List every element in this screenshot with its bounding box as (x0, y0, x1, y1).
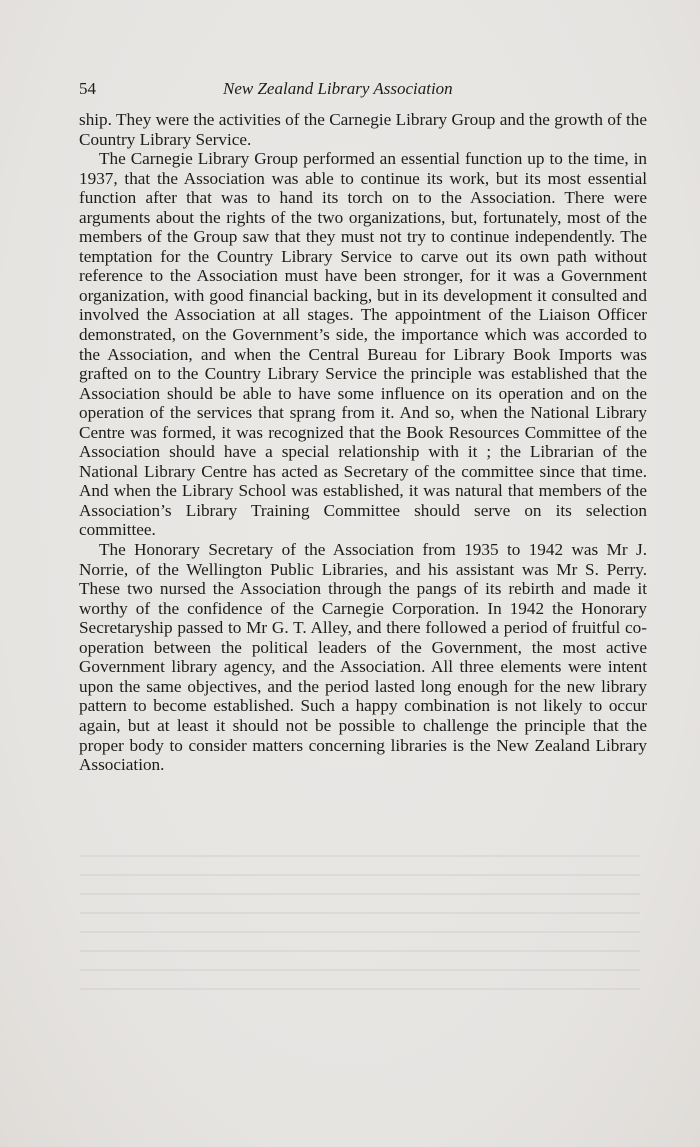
paragraph-honorary-secretary: The Honorary Secretary of the Association from 1935 to 1942 was Mr J. Norrie, of the Wellington Public Libraries, and his assistant was Mr S. Perry. These two nursed the Association through the pangs of its rebirth and made it worthy of the confidence of the Carnegie Corporation. In 1942 the Honorary Secretaryship passed to Mr G. T. Alley, and there followed a period of fruitful co-operation between the political leaders of the Government, the most active Government library agency, and the Association. All three elements were intent upon the same objectives, and the period lasted long enough for the new library pattern to become established. Such a happy combination is not likely to occur again, but at least it should not be possible to challenge the principle that the proper body to consider matters concerning libraries is the New Zealand Library Association. (79, 540, 647, 775)
body-text (79, 110, 647, 775)
page-number: 54 (79, 79, 96, 98)
page-header (79, 78, 647, 102)
running-head: New Zealand Library Association (223, 79, 453, 98)
paragraph-carnegie-group: The Carnegie Library Group performed an essential function up to the time, in 1937, that the Association was able to continue its work, but its most essential function after that was to hand its torch on to the Association. There were arguments about the rights of the two organizations, but, fortunately, most of the members of the Group saw that they must not try to continue independently. The temptation for the Country Library Service to carve out its own path without reference to the Association must have been stronger, for it was a Government organization, with good financial backing, but in its development it consulted and involved the Association at all stages. The appointment of the Liaison Officer demonstrated, on the Government’s side, the importance which was accorded to the Association, and when the Central Bureau for Library Book Imports was grafted on to the Country Library Service the principle was established that the Association should be able to have some influence on its operation and on the operation of the services that sprang from it. And so, when the National Library Centre was formed, it was recognized that the Book Resources Committee of the Association should have a special relationship with it ; the Librarian of the National Library Centre has acted as Secretary of the committee since that time. And when the Library School was established, it was natural that members of the Association’s Library Training Committee should serve on its selection committee. (79, 149, 647, 540)
paragraph-continued: ship. They were the activities of the Carnegie Library Group and the growth of the Country Library Service. (79, 110, 647, 149)
bleed-through-shadow (80, 855, 640, 1015)
